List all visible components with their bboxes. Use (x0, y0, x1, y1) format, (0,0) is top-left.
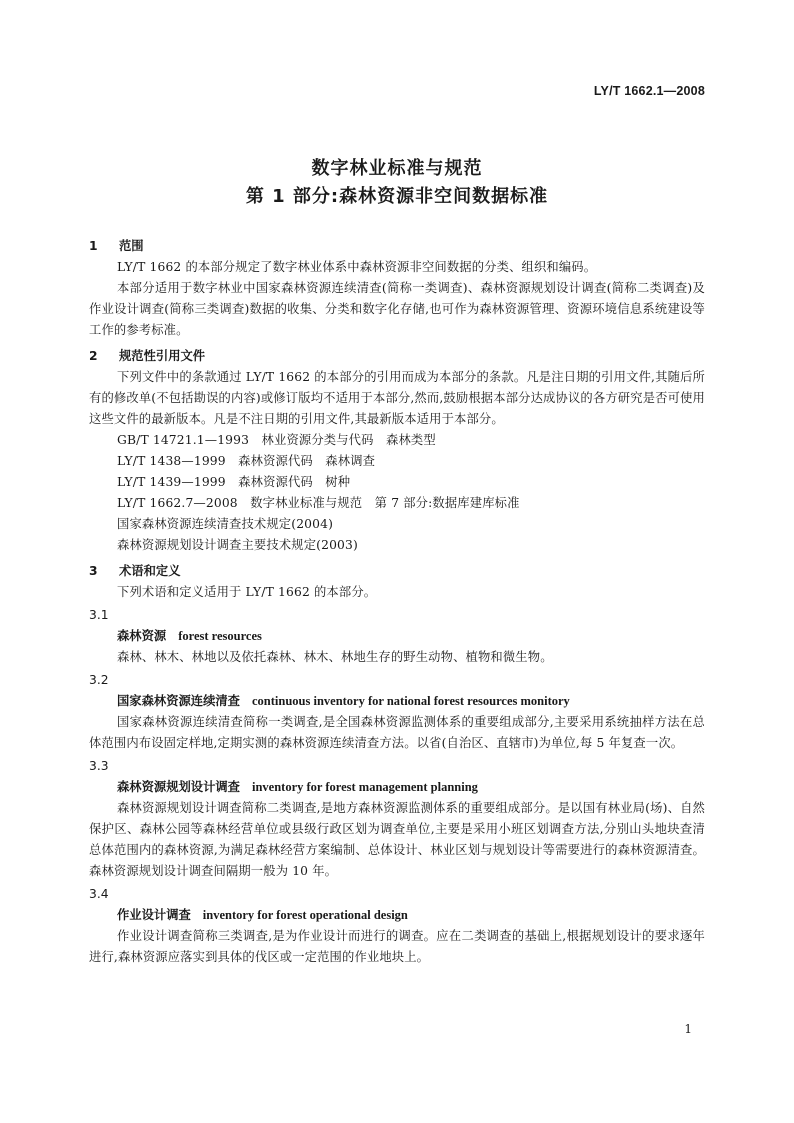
term-chinese: 国家森林资源连续清查 (117, 694, 240, 708)
term-english: continuous inventory for national forest resources monitory (251, 694, 570, 708)
section-heading-scope (89, 236, 705, 257)
standard-number: LY/T 1662.1—2008 (593, 84, 705, 98)
section-number: 2 (89, 349, 98, 363)
paragraph: 下列文件中的条款通过 LY/T 1662 的本部分的引用而成为本部分的条款。凡是注日期的引用文件,其随后所有的修改单(不包括勘误的内容)或修订版均不适用于本部分,然而,鼓励根据本部分达成协议的各方研究是否可使用这些文件的最新版本。凡是不注日期的引用文件,其最新版本适用于本部分。 (89, 370, 705, 426)
reference-item: 森林资源规划设计调查主要技术规定(2003) (117, 538, 358, 552)
term-number: 3.4 (89, 887, 109, 901)
term-definition: 森林资源规划设计调查简称二类调查,是地方森林资源监测体系的重要组成部分。是以国有林业局(场)、自然保护区、森林公园等森林经营单位或县级行政区划为调查单位,主要是采用小班区划调查方法,分别山头地块查清总体范围内的森林资源,为满足森林经营方案编制、总体设计、林业区划与规划设计等需要进行的森林资源清查。森林资源规划设计调查间隔期一般为 10 年。 (89, 801, 705, 878)
section-title: 规范性引用文件 (119, 349, 206, 363)
section-number: 1 (89, 239, 98, 253)
term-definition: 作业设计调查简称三类调查,是为作业设计而进行的调查。应在二类调查的基础上,根据规划设计的要求逐年进行,森林资源应落实到具体的伐区或一定范围的作业地块上。 (89, 929, 705, 964)
reference-item: LY/T 1662.7—2008 数字林业标准与规范 第 7 部分:数据库建库标准 (117, 496, 520, 510)
term-english: inventory for forest operational design (202, 908, 408, 922)
reference-item: LY/T 1438—1999 森林资源代码 森林调查 (117, 454, 376, 468)
document-subtitle: 第 1 部分:森林资源非空间数据标准 (245, 186, 549, 207)
term-chinese: 森林资源 (117, 629, 167, 643)
paragraph: LY/T 1662 的本部分规定了数字林业体系中森林资源非空间数据的分类、组织和编码。 (117, 260, 597, 274)
section-heading-normative-references (89, 346, 705, 367)
term-heading (89, 626, 705, 647)
term-definition: 森林、林木、林地以及依托森林、林木、林地生存的野生动物、植物和微生物。 (117, 650, 553, 664)
term-english: forest resources (178, 629, 262, 643)
document-title: 数字林业标准与规范 (311, 158, 483, 179)
term-number: 3.2 (89, 673, 109, 687)
reference-item: 国家森林资源连续清查技术规定(2004) (117, 517, 334, 531)
term-heading (89, 905, 705, 926)
term-chinese: 森林资源规划设计调查 (117, 780, 240, 794)
document-body (89, 236, 705, 968)
term-chinese: 作业设计调查 (117, 908, 191, 922)
term-number: 3.3 (89, 759, 109, 773)
page-number: 1 (684, 1022, 692, 1036)
term-number: 3.1 (89, 608, 109, 622)
term-heading (89, 777, 705, 798)
section-heading-terms (89, 561, 705, 582)
reference-item: LY/T 1439—1999 森林资源代码 树种 (117, 475, 351, 489)
section-number: 3 (89, 564, 98, 578)
section-title: 术语和定义 (119, 564, 181, 578)
reference-item: GB/T 14721.1—1993 林业资源分类与代码 森林类型 (117, 433, 436, 447)
term-english: inventory for forest management planning (251, 780, 478, 794)
term-definition: 国家森林资源连续清查简称一类调查,是全国森林资源监测体系的重要组成部分,主要采用系统抽样方法在总体范围内布设固定样地,定期实测的森林资源连续清查方法。以省(自治区、直辖市)为单位,每 5 年复查一次。 (89, 715, 705, 750)
paragraph: 本部分适用于数字林业中国家森林资源连续清查(简称一类调查)、森林资源规划设计调查(简称二类调查)及作业设计调查(简称三类调查)数据的收集、分类和数字化存储,也可作为森林资源管理、资源环境信息系统建设等工作的参考标准。 (89, 281, 705, 337)
section-title: 范围 (119, 239, 144, 253)
paragraph: 下列术语和定义适用于 LY/T 1662 的本部分。 (117, 585, 377, 599)
term-heading (89, 691, 705, 712)
